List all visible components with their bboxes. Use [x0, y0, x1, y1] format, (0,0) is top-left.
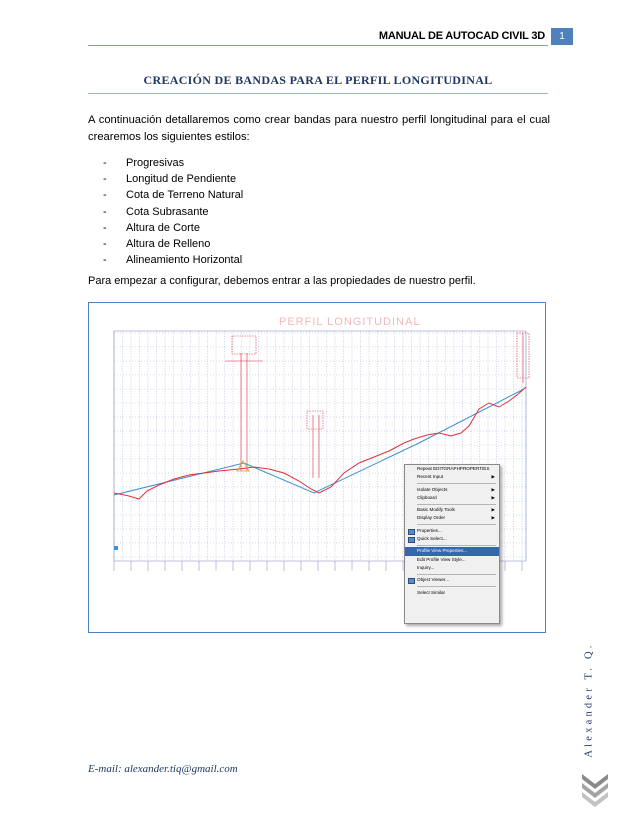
- menu-separator: [417, 586, 496, 587]
- menu-item-properties[interactable]: Properties...: [405, 527, 499, 535]
- menu-item-display-order[interactable]: Display Order ▶: [405, 514, 499, 522]
- view-corner-marker: [114, 546, 118, 550]
- list-item: - Longitud de Pendiente: [103, 173, 237, 186]
- context-menu[interactable]: [404, 464, 500, 624]
- chevron-down-icon: [578, 770, 612, 810]
- menu-item-clipboard[interactable]: Clipboard ▶: [405, 494, 499, 502]
- menu-item-profile-view-properties[interactable]: Profile View Properties...: [405, 547, 499, 555]
- closing-paragraph: Para empezar a configurar, debemos entrar a las propiedades de nuestro perfil.: [88, 275, 476, 287]
- submenu-arrow-icon: ▶: [491, 486, 495, 492]
- menu-item-select-similar[interactable]: Select Similar: [417, 589, 446, 595]
- menu-item-basic-modify-tools[interactable]: Basic Modify Tools ▶: [405, 506, 499, 514]
- list-item: - Alineamiento Horizontal: [103, 254, 243, 267]
- profile-title: PERFIL LONGITUDINAL: [279, 316, 421, 328]
- menu-separator: [417, 483, 496, 484]
- menu-item-recent-input[interactable]: Recent Input ▶: [405, 473, 499, 481]
- object-viewer-icon: [408, 578, 415, 584]
- menu-separator: [417, 545, 496, 546]
- submenu-arrow-icon: ▶: [491, 507, 495, 513]
- properties-icon: [408, 529, 415, 535]
- footer-email: E-mail: alexander.tiq@gmail.com: [88, 763, 238, 775]
- submenu-arrow-icon: ▶: [491, 494, 495, 500]
- submenu-arrow-icon: ▶: [491, 474, 495, 480]
- header-divider: [88, 45, 548, 46]
- menu-item-inquiry[interactable]: Inquiry...: [417, 564, 435, 570]
- profile-screenshot: [88, 302, 546, 633]
- author-sidebar: [580, 630, 598, 770]
- menu-item-object-viewer[interactable]: Object Viewer...: [405, 576, 499, 584]
- menu-item-repeat[interactable]: Repeat EDITGRAPHPROPERTIES: [417, 466, 490, 471]
- menu-item-quick-select[interactable]: Quick Select...: [405, 535, 499, 543]
- list-item: - Cota de Terreno Natural: [103, 189, 244, 202]
- styles-list: [103, 155, 243, 268]
- intro-paragraph: A continuación detallaremos como crear bandas para nuestro perfil longitudinal para el cual crearemos los siguientes estilos:: [88, 114, 550, 143]
- menu-item-edit-profile-view-style[interactable]: Edit Profile View Style...: [417, 556, 466, 562]
- menu-separator: [417, 574, 496, 575]
- page-number-badge: 1: [551, 28, 573, 45]
- header-title: MANUAL DE AUTOCAD CIVIL 3D: [378, 30, 545, 42]
- menu-separator: [417, 504, 496, 505]
- author-name: Alexander T. Q.: [583, 642, 595, 758]
- menu-separator: [417, 524, 496, 525]
- section-divider: [88, 93, 548, 94]
- submenu-arrow-icon: ▶: [491, 515, 495, 521]
- list-item: - Altura de Relleno: [103, 237, 211, 250]
- menu-item-isolate-objects[interactable]: Isolate Objects ▶: [405, 486, 499, 494]
- list-item: - Altura de Corte: [103, 221, 200, 234]
- list-item: - Cota Subrasante: [103, 205, 209, 218]
- section-title: CREACIÓN DE BANDAS PARA EL PERFIL LONGITUDINAL: [143, 73, 493, 87]
- list-item: - Progresivas: [103, 157, 185, 169]
- quick-select-icon: [408, 537, 415, 543]
